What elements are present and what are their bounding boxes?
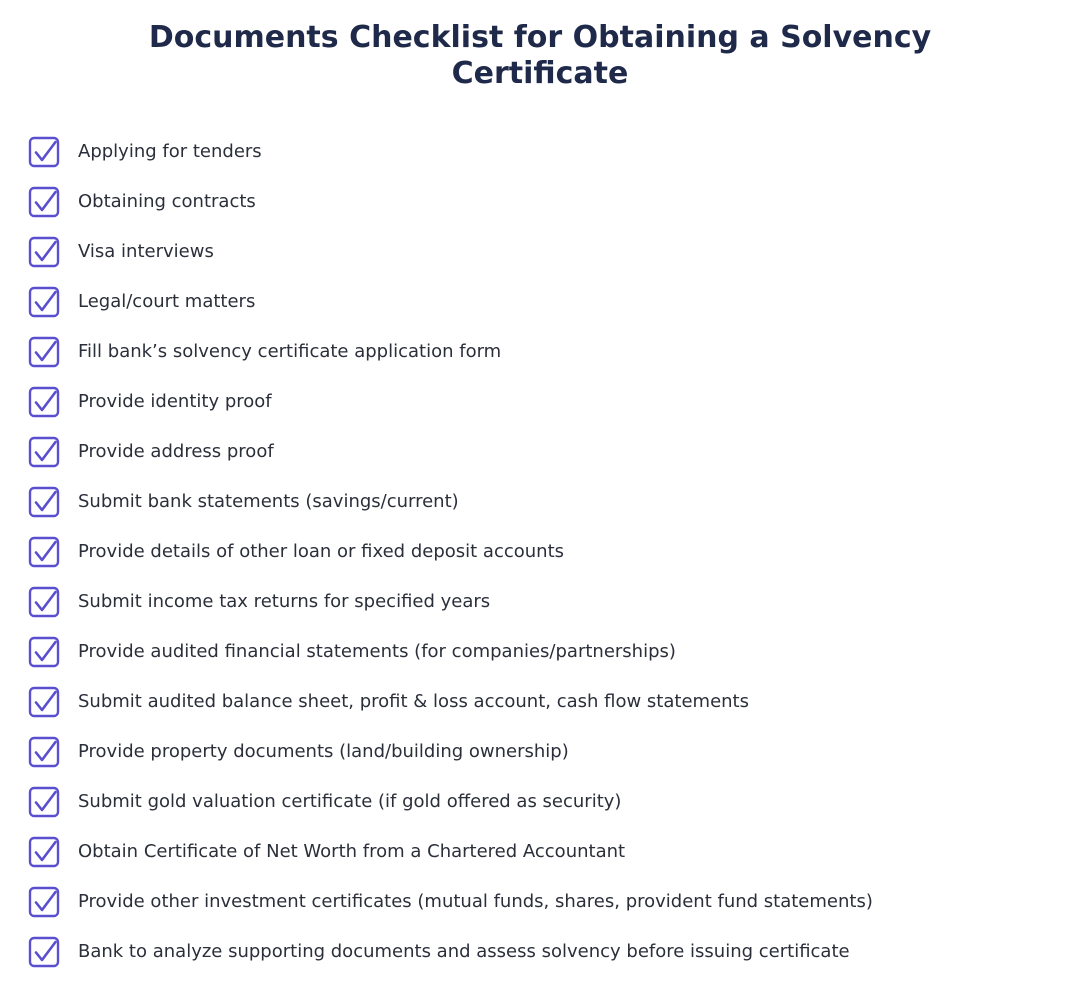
checklist <box>28 127 873 977</box>
checklist-item-label: Bank to analyze supporting documents and assess solvency before issuing certificate <box>78 941 850 962</box>
checkbox-checked-icon[interactable] <box>28 486 60 518</box>
checklist-item-label: Obtain Certificate of Net Worth from a Chartered Accountant <box>78 841 626 862</box>
checklist-item-label: Provide address proof <box>78 441 274 462</box>
checkbox-checked-icon[interactable] <box>28 236 60 268</box>
checkbox-checked-icon[interactable] <box>28 586 60 618</box>
checklist-item <box>28 127 873 177</box>
checklist-item-label: Submit audited balance sheet, profit & loss account, cash flow statements <box>78 691 749 712</box>
checkbox-checked-icon[interactable] <box>28 386 60 418</box>
checkbox-checked-icon[interactable] <box>28 136 60 168</box>
checkbox-checked-icon[interactable] <box>28 936 60 968</box>
checklist-item <box>28 577 873 627</box>
checkbox-checked-icon[interactable] <box>28 536 60 568</box>
checklist-item <box>28 627 873 677</box>
checklist-item <box>28 227 873 277</box>
checklist-item-label: Provide property documents (land/building ownership) <box>78 741 569 762</box>
checklist-item <box>28 927 873 977</box>
checklist-item-label: Legal/court matters <box>78 291 256 312</box>
checkbox-checked-icon[interactable] <box>28 886 60 918</box>
checklist-item <box>28 477 873 527</box>
checklist-item-label: Submit bank statements (savings/current) <box>78 491 459 512</box>
checklist-item <box>28 327 873 377</box>
checklist-item <box>28 677 873 727</box>
checkbox-checked-icon[interactable] <box>28 286 60 318</box>
checkbox-checked-icon[interactable] <box>28 686 60 718</box>
checkbox-checked-icon[interactable] <box>28 636 60 668</box>
checklist-item-label: Provide audited financial statements (for companies/partnerships) <box>78 641 676 662</box>
checkbox-checked-icon[interactable] <box>28 736 60 768</box>
checklist-item-label: Applying for tenders <box>78 141 262 162</box>
checklist-item <box>28 427 873 477</box>
checkbox-checked-icon[interactable] <box>28 786 60 818</box>
checklist-item <box>28 377 873 427</box>
checklist-item-label: Provide details of other loan or fixed deposit accounts <box>78 541 565 562</box>
checklist-item-label: Provide identity proof <box>78 391 272 412</box>
checklist-item-label: Provide other investment certificates (mutual funds, shares, provident fund statements) <box>78 891 873 912</box>
checklist-item <box>28 777 873 827</box>
checklist-item-label: Submit gold valuation certificate (if gold offered as security) <box>78 791 622 812</box>
checklist-item-label: Obtaining contracts <box>78 191 256 212</box>
checklist-item-label: Visa interviews <box>78 241 214 262</box>
checklist-item <box>28 177 873 227</box>
checklist-item <box>28 727 873 777</box>
page-title-line-2: Certificate <box>451 56 629 91</box>
checkbox-checked-icon[interactable] <box>28 336 60 368</box>
checkbox-checked-icon[interactable] <box>28 836 60 868</box>
checklist-item <box>28 827 873 877</box>
checkbox-checked-icon[interactable] <box>28 436 60 468</box>
checkbox-checked-icon[interactable] <box>28 186 60 218</box>
checklist-item <box>28 527 873 577</box>
checklist-item <box>28 277 873 327</box>
checklist-item-label: Submit income tax returns for specified years <box>78 591 491 612</box>
page-title <box>0 20 1080 92</box>
checklist-item-label: Fill bank’s solvency certificate application form <box>78 341 502 362</box>
checklist-item <box>28 877 873 927</box>
page-title-line-1: Documents Checklist for Obtaining a Solvency <box>148 20 932 55</box>
